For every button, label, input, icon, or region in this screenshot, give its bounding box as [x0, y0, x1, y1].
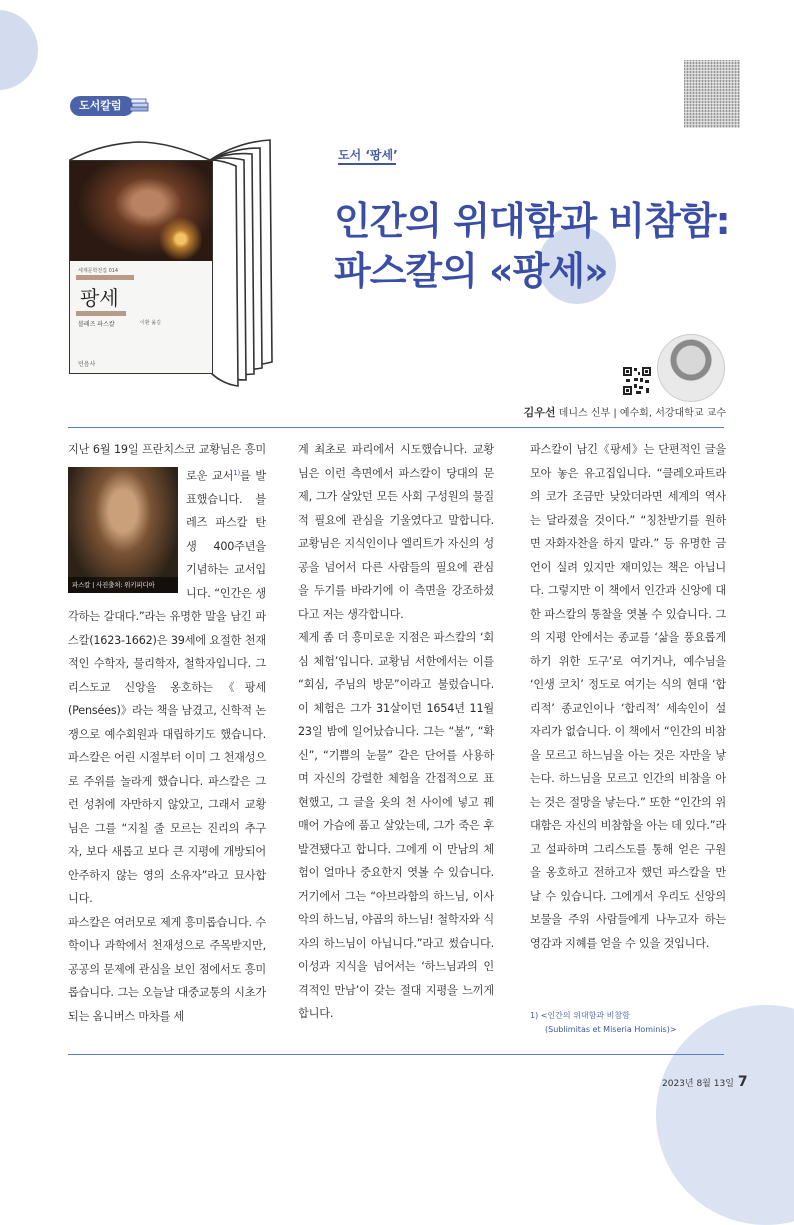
cover-band [76, 311, 126, 316]
paragraph-text: 를 발표했습니다. 블레즈 파스칼 탄생 400주년을 기념하는 교서입니다. “인간은 생각하는 갈대다.”라는 유명한 말을 남긴 파스칼(1623-1662)은 39세에 요절한 천재적인 수학자, 물리학자, 철학자입니다. 그리스도교 신앙을 옹호하는《팡세(Pensées)》라는 책을 남겼고, 신학적 논쟁으로 예수회원과 대립하기도 했습니다. 파스칼은 어린 시절부터 이미 그 천재성으로 주위를 놀라게 했습니다. 파스칼은 그런 성취에 자만하지 않았고, 그래서 교황님은 그를 “지칠 줄 모르는 진리의 추구자, 보다 새롭고 보다 큰 지평에 개방되어 안주하지 않는 영의 소유자”라고 묘사합니다. [68, 469, 266, 906]
top-divider [68, 427, 724, 428]
author-avatar [657, 334, 725, 402]
author-name: 김우선 [523, 406, 556, 419]
qr-code-icon [622, 366, 652, 396]
issue-date: 2023년 8월 13일 [662, 1079, 734, 1089]
paragraph: 파스칼은 여러모로 제게 흥미롭습니다. 수학이나 과학에서 천재성으로 주목받지만, 공공의 문제에 관심을 보인 점에서도 흥미롭습니다. 그는 오늘날 대중교통의 시초가 되는 옴니버스 마차를 세 [68, 915, 266, 1023]
paragraph-text: 지난 6월 19일 프란치스코 교황님은 흥미로운 교서 [68, 443, 266, 483]
pascal-portrait [68, 467, 178, 593]
section-badge-label: 도서칼럼 [79, 99, 122, 112]
decorative-circle-bottom-right [656, 1005, 794, 1225]
article-column-1 [68, 438, 266, 1028]
paragraph [68, 438, 266, 911]
footnote-line: (Sublimitas et Miseria Hominis)> [545, 1025, 677, 1034]
title-line-2: 파스칼의 «팡세» [334, 249, 608, 293]
decorative-circle-top-left [0, 10, 38, 90]
cover-publisher: 민음사 [78, 361, 96, 368]
kicker-underline [338, 163, 396, 165]
page-number: 7 [737, 1074, 748, 1090]
photo-caption: 파스칼 | 사진출처: 위키피디아 [68, 577, 178, 593]
article-title [334, 196, 734, 296]
footnote-line: 1) <인간의 위대함과 비참함 [530, 1011, 630, 1020]
cover-author: 블레즈 파스칼 [78, 321, 115, 328]
paragraph: 제게 좀 더 흥미로운 지점은 파스칼의 ‘회심 체험’입니다. 교황님 서한에서는 이를 “회심, 주님의 방문”이라고 불렀습니다. 이 체험은 그가 31살이던 1654년 11월 23일 밤에 일어났습니다. 그는 “불”, “확신”, “기쁨의 눈물” 같은 단어를 사용하며 자신의 강렬한 체험을 간접적으로 표현했고, 그 글을 옷의 천 사이에 넣고 꿰매어 가슴에 품고 살았는데, 그가 죽은 후 발견됐다고 합니다. 그에게 이 만남의 체험이 얼마나 중요한지 엿볼 수 있습니다. 거기에서 그는 “아브라함의 하느님, 이사악의 하느님, 야곱의 하느님! 철학자와 식자의 하느님이 아닙니다.”라고 썼습니다. 이성과 지식을 넘어서는 ‘하느님과의 인격적인 만남’이 갖는 절대 지평을 느끼게 합니다. [298, 631, 494, 1020]
article-column-2 [298, 438, 494, 1026]
bottom-divider [68, 1054, 724, 1055]
paragraph: 파스칼이 남긴《팡세》는 단편적인 글을 모아 놓은 유고집입니다. “클레오파트라의 코가 조금만 낮았더라면 세계의 역사는 달라졌을 것이다.” “칭찬받기를 원하면 자화자찬을 하지 말라.” 등 유명한 금언이 실려 있지만 재미있는 책은 아닙니다. 그렇지만 이 책에서 인간과 신앙에 대한 파스칼의 통찰을 엿볼 수 있습니다. 그의 지평 안에서는 종교를 ‘삶을 풍요롭게 하기 위한 도구’로 여기거나, 예수님을 ‘인생 코치’ 정도로 여기는 식의 현대 ‘합리적’ 종교인이나 ‘합리적’ 세속인이 설 자리가 없습니다. 이 책에서 “인간의 비참을 모르고 하느님을 아는 것은 자만을 낳는다. 하느님을 모르고 인간의 비참을 아는 것은 절망을 낳는다.” 또한 “인간의 위대함은 자신의 비참함을 아는 데 있다.”라고 설파하며 그리스도를 통해 얻은 구원을 옹호하고 전하고자 했던 파스칼을 만날 수 있습니다. 그에게서 우리도 신앙의 보물을 주위 사람들에게 나누고자 하는 영감과 지혜를 얻을 수 있을 것입니다. [530, 443, 726, 950]
cover-painting [70, 161, 212, 261]
title-line-1: 인간의 위대함과 비참함: [334, 199, 730, 243]
author-description: 데니스 신부 | 예수회, 서강대학교 교수 [558, 408, 726, 419]
page-footer [662, 1074, 748, 1090]
author-byline [504, 404, 726, 420]
paragraph: 계 최초로 파리에서 시도했습니다. 교황님은 이런 측면에서 파스칼이 당대의 문제, 그가 살았던 모든 사회 구성원의 물질적 필요에 관심을 기울였다고 말합니다. 교황님은 지식인이나 엘리트가 자신의 성공을 넘어서 다른 사람들의 필요에 관심을 두기를 바라기에 이 측면을 강조하셨다고 저는 생각합니다. [298, 443, 494, 621]
cover-band [76, 275, 134, 280]
halftone-pattern [684, 60, 740, 128]
books-icon [128, 96, 150, 114]
footnote [530, 1009, 677, 1037]
article-column-3 [530, 438, 726, 955]
book-cover [69, 160, 213, 374]
cover-title: 팡세 [80, 286, 119, 310]
section-badge [70, 96, 134, 116]
footnote-ref: 1) [233, 468, 240, 477]
book-illustration [60, 136, 275, 406]
article-kicker: 도서 ‘팡세’ [338, 148, 398, 162]
cover-translator: 이환 옮김 [140, 320, 161, 326]
cover-series: 세계문학전집 014 [78, 268, 119, 274]
